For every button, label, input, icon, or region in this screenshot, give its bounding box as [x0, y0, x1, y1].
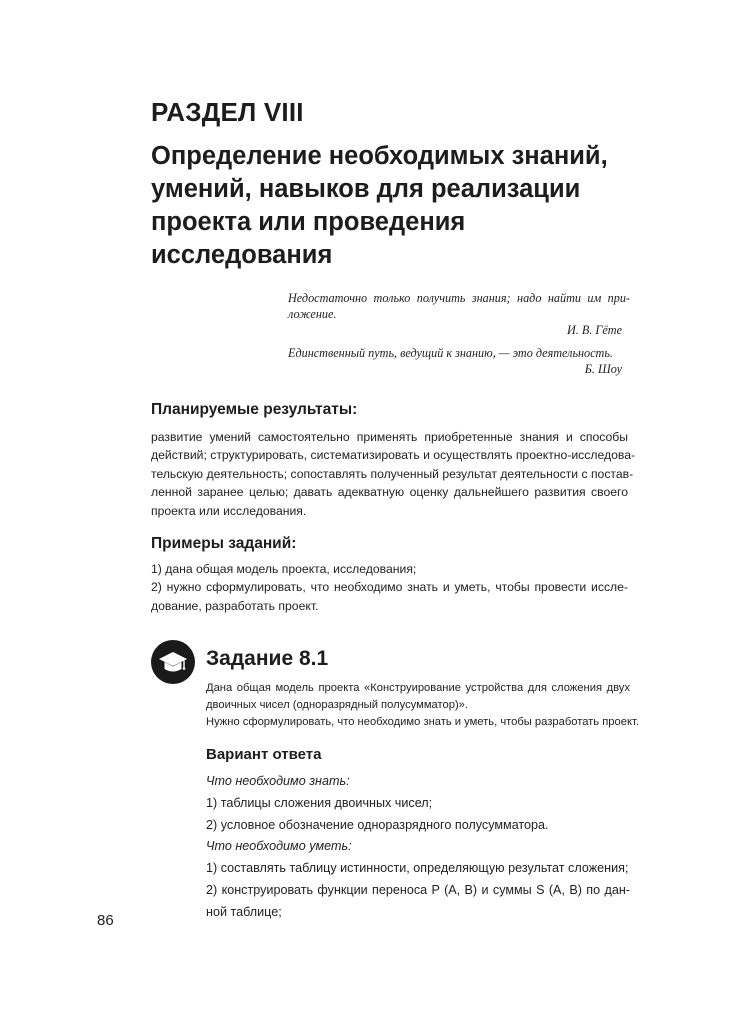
answer-body — [206, 771, 630, 924]
epigraph-text: Единственный путь, ведущий к знанию, — это деятельность. — [288, 346, 613, 360]
know-item: 1) таблицы сложения двоичных чисел; — [206, 795, 433, 810]
epigraph-goethe — [288, 290, 630, 338]
results-paragraph — [151, 428, 636, 520]
answer-heading: Вариант ответа — [206, 746, 322, 763]
paragraph-line: действий; структурировать, систематизировать и осуществлять проектно-исследова- — [151, 448, 636, 463]
task-title: Задание 8.1 — [206, 647, 329, 670]
task-line: Дана общая модель проекта «Конструирование устройства для сложения двух — [206, 682, 630, 694]
examples-list — [151, 560, 628, 615]
paragraph-line: тельскую деятельность; сопоставлять полученный результат деятельности с постав- — [151, 466, 634, 481]
epigraph-text: ложение. — [288, 307, 337, 321]
paragraph-line: ленной заранее целью; давать адекватную оценку дальнейшего развития своего — [151, 485, 628, 500]
skills-heading: Что необходимо уметь: — [206, 839, 352, 854]
list-item: дование, разработать проект. — [151, 598, 319, 613]
list-item: 1) дана общая модель проекта, исследования; — [151, 562, 417, 576]
skills-item: ной таблице; — [206, 904, 282, 919]
list-item: 2) нужно сформулировать, что необходимо знать и уметь, чтобы провести иссле- — [151, 580, 628, 595]
chapter-title-line: умений, навыков для реализации — [151, 175, 581, 203]
chapter-title-line: проекта или проведения — [151, 208, 466, 236]
section-label: РАЗДЕЛ VIII — [151, 97, 304, 127]
task-line: двоичных чисел (одноразрядный полусумматор)». — [206, 699, 469, 711]
paragraph-line: проекта или исследования. — [151, 503, 307, 518]
know-heading: Что необходимо знать: — [206, 774, 350, 788]
epigraph-author: И. В. Гёте — [567, 323, 622, 337]
chapter-title-line: исследования — [151, 241, 333, 269]
graduation-cap-icon — [151, 640, 195, 684]
skills-item: 1) составлять таблицу истинности, определяющую результат сложения; — [206, 861, 629, 876]
results-heading: Планируемые результаты: — [151, 401, 358, 418]
epigraph-shaw — [288, 345, 630, 377]
epigraph-text: Недостаточно только получить знания; надо найти им при- — [288, 291, 630, 305]
task-line: Нужно сформулировать, что необходимо знать и уметь, чтобы разработать проект. — [206, 716, 639, 728]
epigraph-author: Б. Шоу — [584, 362, 622, 376]
examples-heading: Примеры заданий: — [151, 535, 297, 552]
page-number: 86 — [97, 912, 114, 929]
know-item: 2) условное обозначение одноразрядного полусумматора. — [206, 817, 549, 832]
skills-item: 2) конструировать функции переноса P (A, B) и суммы S (A, B) по дан- — [206, 882, 630, 897]
task-description — [206, 680, 639, 731]
chapter-title — [151, 140, 621, 272]
paragraph-line: развитие умений самостоятельно применять приобретенные знания и способы — [151, 430, 628, 444]
chapter-title-line: Определение необходимых знаний, — [151, 142, 608, 170]
